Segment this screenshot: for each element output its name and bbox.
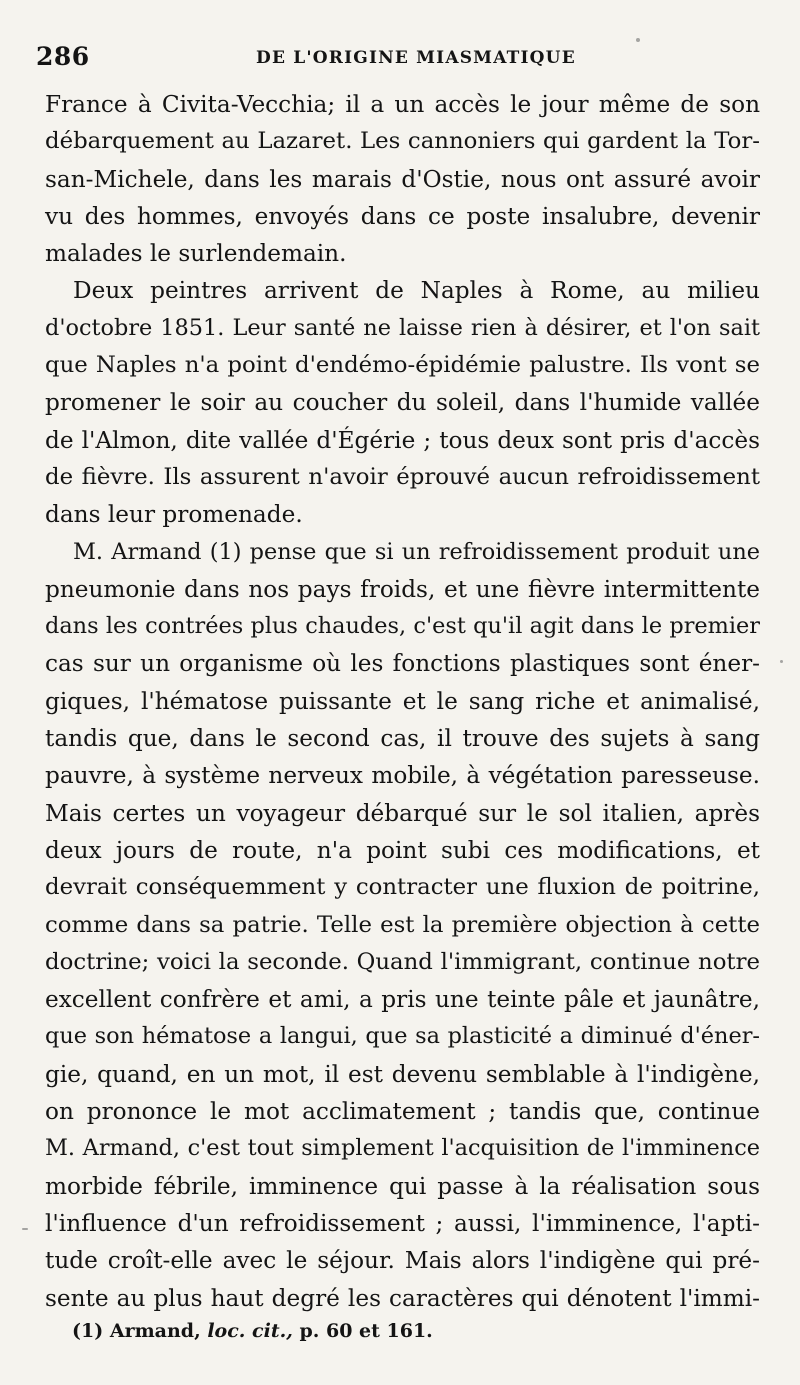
text-line: malades le surlendemain. bbox=[45, 240, 347, 268]
text-line: giques, l'hématose puissante et le sang riche et animalisé, bbox=[45, 687, 760, 715]
text-line: tude croît-elle avec le séjour. Mais alors l'indigène qui pré- bbox=[45, 1247, 760, 1275]
page-header bbox=[36, 42, 756, 76]
body-text bbox=[45, 86, 760, 1317]
footnote-marker: (1) bbox=[72, 1320, 104, 1342]
text-line: France à Civita-Vecchia; il a un accès le jour même de son bbox=[45, 91, 760, 118]
text-line: on prononce le mot acclimatement ; tandis que, continue bbox=[45, 1098, 760, 1126]
text-line: de fièvre. Ils assurent n'avoir éprouvé aucun refroidissement bbox=[45, 463, 760, 490]
text-line: d'octobre 1851. Leur santé ne laisse rien à désirer, et l'on sait bbox=[45, 314, 760, 341]
text-line: doctrine; voici la seconde. Quand l'immigrant, continue notre bbox=[45, 948, 760, 975]
text-line: excellent confrère et ami, a pris une teinte pâle et jaunâtre, bbox=[45, 986, 760, 1014]
footnote bbox=[72, 1320, 433, 1342]
text-line: dans les contrées plus chaudes, c'est qu'il agit dans le premier bbox=[45, 613, 760, 640]
text-line: M. Armand, c'est tout simplement l'acquisition de l'imminence bbox=[45, 1135, 760, 1162]
text-line: de l'Almon, dite vallée d'Égérie ; tous deux sont pris d'accès bbox=[45, 426, 760, 454]
text-line: pneumonie dans nos pays froids, et une fièvre intermittente bbox=[45, 575, 760, 603]
footnote-author: Armand, bbox=[109, 1320, 201, 1342]
footnote-ref: loc. cit., bbox=[207, 1320, 293, 1342]
paper-speck bbox=[636, 38, 640, 42]
text-line: Deux peintres arrivent de Naples à Rome, au milieu bbox=[73, 277, 760, 305]
text-line: cas sur un organisme où les fonctions plastiques sont éner- bbox=[45, 650, 760, 678]
text-line: vu des hommes, envoyés dans ce poste insalubre, devenir bbox=[45, 202, 760, 230]
text-line: deux jours de route, n'a point subi ces modifications, et bbox=[45, 836, 760, 864]
text-line: que Naples n'a point d'endémo-épidémie palustre. Ils vont se bbox=[45, 352, 760, 379]
text-line: devrait conséquemment y contracter une fluxion de poitrine, bbox=[45, 874, 760, 901]
text-line: promener le soir au coucher du soleil, dans l'humide vallée bbox=[45, 389, 760, 417]
text-line: comme dans sa patrie. Telle est la première objection à cette bbox=[45, 911, 760, 938]
text-line: morbide fébrile, imminence qui passe à la réalisation sous bbox=[45, 1172, 760, 1200]
text-line: sente au plus haut degré les caractères qui dénotent l'immi- bbox=[45, 1284, 760, 1312]
text-line: dans leur promenade. bbox=[45, 501, 303, 529]
text-line: san-Michele, dans les marais d'Ostie, nous ont assuré avoir bbox=[45, 165, 760, 193]
paper-speck bbox=[780, 660, 783, 663]
text-line: gie, quand, en un mot, il est devenu semblable à l'indigène, bbox=[45, 1060, 760, 1088]
paper-speck bbox=[22, 1228, 28, 1230]
page-number: 286 bbox=[36, 42, 90, 71]
text-line: que son hématose a langui, que sa plasticité a diminué d'éner- bbox=[45, 1023, 760, 1050]
text-line: pauvre, à système nerveux mobile, à végétation paresseuse. bbox=[45, 762, 760, 790]
text-line: débarquement au Lazaret. Les cannoniers qui gardent la Tor- bbox=[45, 128, 760, 155]
text-line: Mais certes un voyageur débarqué sur le sol italien, après bbox=[45, 799, 760, 827]
text-line: tandis que, dans le second cas, il trouve des sujets à sang bbox=[45, 725, 760, 753]
running-head: DE L'ORIGINE MIASMATIQUE bbox=[256, 48, 576, 68]
text-line: l'influence d'un refroidissement ; aussi, l'imminence, l'apti- bbox=[45, 1209, 760, 1237]
footnote-pages: p. 60 et 161. bbox=[299, 1320, 433, 1342]
text-line: M. Armand (1) pense que si un refroidissement produit une bbox=[73, 538, 760, 565]
